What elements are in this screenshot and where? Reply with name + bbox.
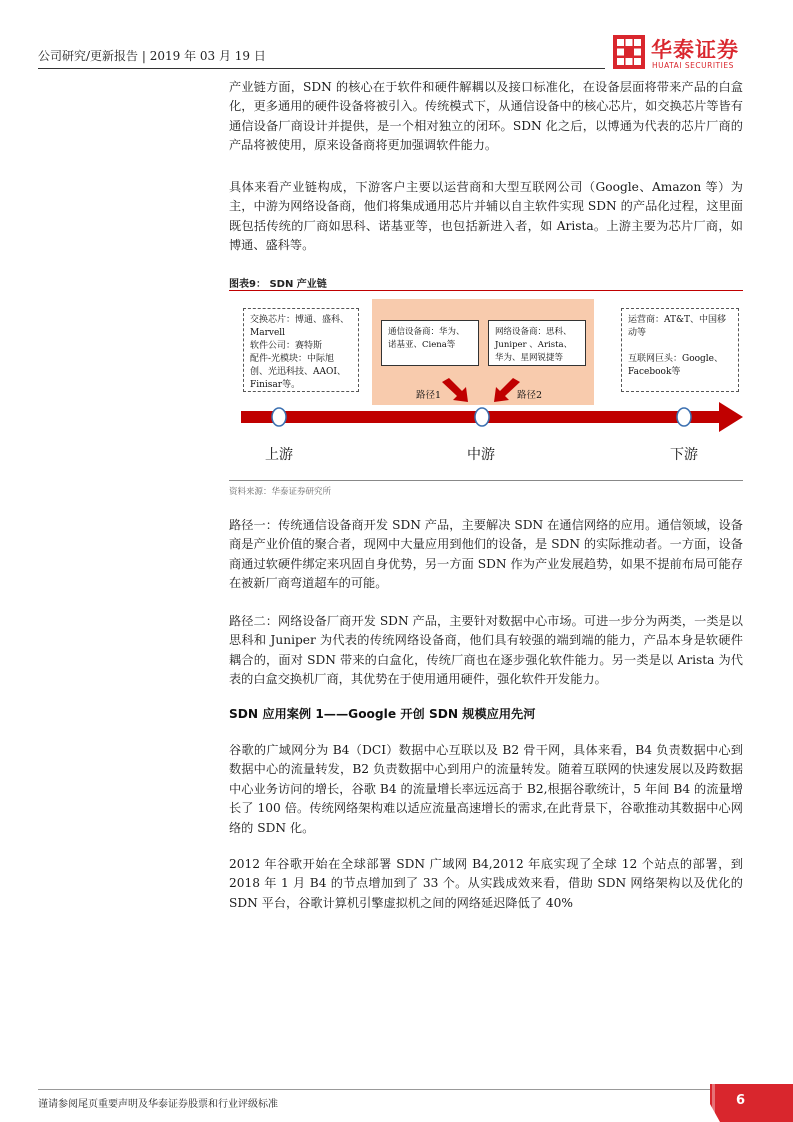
paragraph-text: 路径二：网络设备厂商开发 SDN 产品，主要针对数据中心市场。可进一步分为两类，一类是以思科和 Juniper 为代表的传统网络设备商，他们具有较强的端到端的能力，产品本身是软硬件耦合的，面对 SDN 带来的白盒化，传统厂商也在逐步强化软件能力。另一类是以 Arista 为代表的白盒交换机厂商，其优势在于使用通用硬件，强化软件开发能力。 — [229, 614, 743, 687]
paragraph-path-one — [229, 516, 743, 594]
footer-divider — [38, 1089, 710, 1090]
paragraph-b4-deployment — [229, 855, 743, 913]
telecom-vendor-box: 通信设备商：华为、诺基亚、Ciena等 — [381, 320, 479, 366]
figure-source: 资料来源：华泰证券研究所 — [229, 487, 332, 497]
paragraph-text: 2012 年谷歌开始在全球部署 SDN 广域网 B4,2012 年底实现了全球 12 个站点的部署，到 2018 年 1 月 B4 的节点增加到了 33 个。从实践成效来看，借助 SDN 网络架构以及优化的 SDN 平台，谷歌计算机引擎虚拟机之间的网络延迟降低了 40% — [229, 857, 743, 910]
logo-english-name: HUATAI SECURITIES — [652, 61, 734, 70]
paragraph-google-wan — [229, 741, 743, 838]
figure-bottom-rule — [229, 480, 743, 481]
path-2-arrow-icon — [492, 378, 522, 404]
path-2-label: 路径2 — [517, 390, 543, 401]
stage-midstream: 中游 — [467, 447, 495, 463]
page-number-badge — [710, 1084, 793, 1122]
header-report-info: 公司研究/更新报告 | 2019 年 03 月 19 日 — [38, 49, 266, 63]
header-divider — [38, 68, 605, 69]
logo-chinese-name: 华泰证券 — [651, 38, 739, 62]
network-vendor-box: 网络设备商：思科、Juniper 、Arista、华为、星网锐捷等 — [488, 320, 586, 366]
downstream-box: 运营商：AT&T、中国移动等 互联网巨头：Google、Facebook等 — [621, 308, 739, 392]
stage-upstream: 上游 — [265, 447, 293, 463]
path-1-label: 路径1 — [416, 390, 442, 401]
paragraph-text: 路径一：传统通信设备商开发 SDN 产品，主要解决 SDN 在通信网络的应用。通信领域，设备商是产业价值的聚合者，现网中大量应用到他们的设备，是 SDN 的实际推动者。一方面，设备商通过软硬件绑定来巩固自身优势，另一方面 SDN 作为产业发展趋势，如果不提前布局可能存在被新厂商弯道超车的可能。 — [229, 518, 743, 591]
page-number: 6 — [736, 1093, 746, 1108]
paragraph-text: 产业链方面，SDN 的核心在于软件和硬件解耦以及接口标准化，在设备层面将带来产品的白盒化，更多通用的硬件设备将被引入。传统模式下，从通信设备中的核心芯片，如交换芯片等皆有通信设备厂商设计并提供，是一个相对独立的闭环。SDN 化之后，以博通为代表的芯片厂商的产品将被使用，原来设备商将更加强调软件能力。 — [229, 80, 743, 153]
figure-top-rule — [229, 290, 743, 291]
stage-downstream: 下游 — [670, 447, 698, 463]
paragraph-chain-composition — [229, 178, 743, 256]
section-title: SDN 应用案例 1——Google 开创 SDN 规模应用先河 — [229, 707, 536, 721]
figure-title: 图表9： SDN 产业链 — [229, 279, 327, 290]
upstream-box: 交换芯片：博通、盛科、Marvell 软件公司：赛特斯 配件-光模块：中际旭创、光迅科技、AAOI、Finisar等。 — [243, 308, 359, 392]
paragraph-industry-chain — [229, 78, 743, 156]
path-1-arrow-icon — [440, 378, 470, 404]
footer-disclaimer: 谨请参阅尾页重要声明及华泰证券股票和行业评级标准 — [38, 1099, 278, 1110]
paragraph-text: 具体来看产业链构成，下游客户主要以运营商和大型互联网公司（Google、Amazon 等）为主，中游为网络设备商，他们将集成通用芯片并辅以自主软件实现 SDN 的产品化过程，这里面既包括传统的厂商如思科、诺基亚等，也包括新进入者，如 Arista。上游主要为芯片厂商，如博通、盛科等。 — [229, 180, 743, 253]
paragraph-path-two — [229, 612, 743, 690]
paragraph-text: 谷歌的广域网分为 B4（DCI）数据中心互联以及 B2 骨干网，具体来看，B4 负责数据中心到数据中心的流量转发，B2 负责数据中心到用户的流量转发。随着互联网的快速发展以及跨数据中心业务访问的增长，谷歌 B4 的流量增长率远远高于 B2,根据谷歌统计，5 年间 B4 的流量增长了 100 倍。传统网络架构难以适应流量高速增长的需求,在此背景下，谷歌推动其数据中心网络的 SDN 化。 — [229, 743, 743, 835]
value-chain-arrow — [241, 402, 743, 432]
huatai-logo-icon — [613, 35, 645, 69]
